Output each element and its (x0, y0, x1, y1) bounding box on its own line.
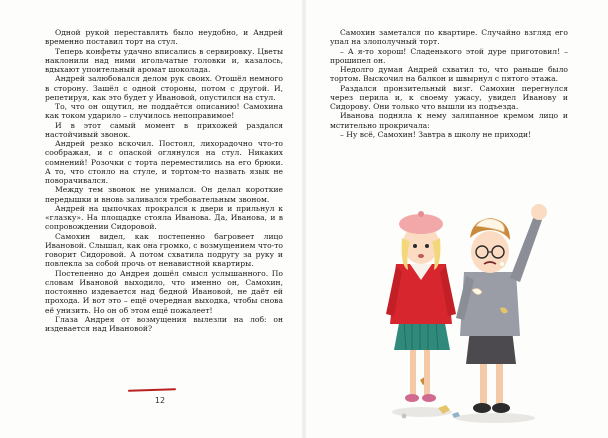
paragraph: И в этот самый момент в прихожей раздался настойчивый звонок. (45, 120, 283, 139)
girl-left (386, 211, 456, 402)
left-page-text (45, 28, 283, 333)
paragraph: То, что он ощутил, не поддаётся описанию! Самохина как током ударило – случилось непоправимое! (45, 102, 283, 121)
girl-right (456, 204, 547, 413)
paragraph: – Ну всё, Самохин! Завтра в школу не приходи! (340, 129, 532, 139)
paragraph: Между тем звонок не унимался. Он делал короткие передышки и вновь заливался требовательным звоном. (45, 185, 283, 204)
paragraph: Недолго думая Андрей схватил то, что раньше было тортом. Выскочил на балкон и швырнул с пятого этажа. (330, 65, 568, 84)
paragraph: Одной рукой переставлять было неудобно, и Андрей временно поставил торт на стул. (45, 28, 283, 47)
page-number: 12 (154, 396, 166, 405)
paragraph: Глаза Андрея от возмущения вылезли на лоб: он издевается над Ивановой? (45, 314, 283, 333)
paragraph: Иванова подняла к нему заляпанное кремом лицо и мстительно прокричала: (330, 111, 568, 130)
page-number-accent-rule (128, 388, 176, 392)
right-page-text (330, 28, 568, 139)
illustration-two-girls (360, 168, 560, 428)
paragraph: Андрей залюбовался делом рук своих. Отошёл немного в сторону. Зашёл с одной стороны, потом с другой. И, репетируя, как это будет у Ивановой, опустился на стул. (45, 74, 283, 102)
paragraph: Андрей на цыпочках прокрался к двери и прильнул к «глазку». На площадке стояла Иванова. Да, Иванова, и в сопровождении Сидоровой. (45, 203, 283, 232)
paragraph: Постепенно до Андрея дошёл смысл услышанного. По словам Ивановой выходило, что именно он, Самохин, постоянно издевается над бедной Ивановой, не даёт ей прохода. И вот это – ещё очередная выходка, чтобы снова её унизить. Но он об этом ещё пожалеет! (45, 268, 283, 315)
paragraph: Самохин заметался по квартире. Случайно взгляд его упал на злополучный торт. (330, 28, 568, 47)
book-gutter (301, 0, 307, 438)
paragraph: Андрей резко вскочил. Постоял, лихорадочно что-то соображая, и с опаской оглянулся на стул. Никаких сомнений! Розочки с торта переместились на его брюки. А то, что стояло на стуле, и тортом-то назвать язык не поворачивался. (45, 139, 283, 185)
paragraph: Теперь конфеты удачно вписались в сервировку. Цветы наклонили над ними игольчатые головки и, казалось, вдыхают упоительный аромат шоколада. (45, 46, 283, 74)
paragraph: – А я-то хорош! Сладенького этой дуре приготовил! – прошипел он. (330, 46, 568, 65)
shadow-right (455, 413, 535, 423)
paragraph: Самохин видел, как постепенно багровеет лицо Ивановой. Слышал, как она громко, с возмущением что-то говорит Сидоровой. А потом схватила подругу за руку и повлекла за собой прочь от ненавистной квартиры. (45, 231, 283, 269)
paragraph: Раздался пронзительный визг. Самохин перегнулся через перила и, к своему ужасу, увидел Иванову и Сидорову. Они только что вышли из подъезда. (330, 83, 568, 111)
